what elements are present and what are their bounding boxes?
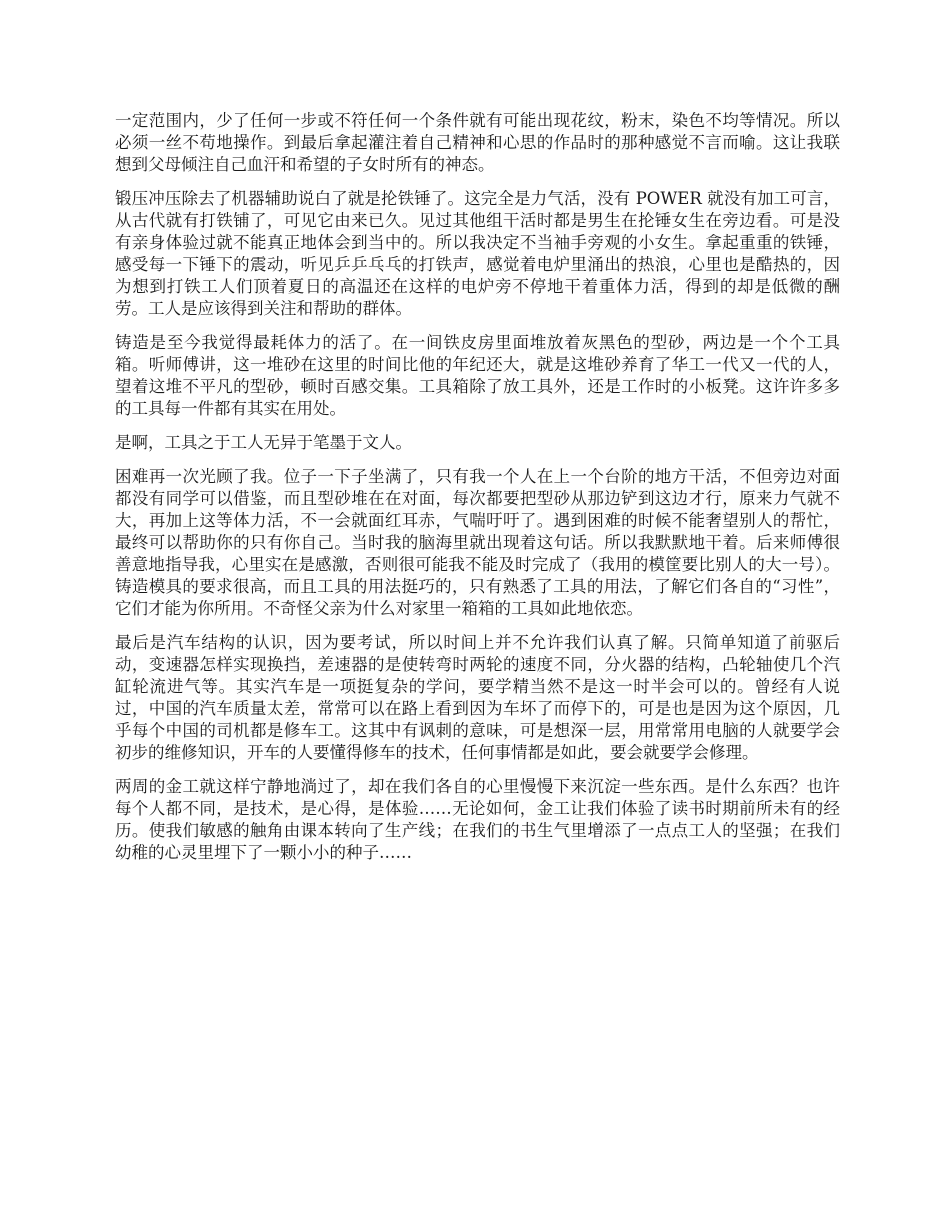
paragraph-forging: 锻压冲压除去了机器辅助说白了就是抡铁锤了。这完全是力气活，没有 POWER 就没有加工可言，从古代就有打铁铺了，可见它由来已久。见过其他组干活时都是男生在抡锤女生在旁边看。可是没有亲身体验过就不能真正地体会到当中的。所以我决定不当袖手旁观的小女生。拿起重重的铁锤，感受每一下锤下的震动，听见乒乒乓乓的打铁声，感觉着电炉里涌出的热浪，心里也是酷热的，因为想到打铁工人们顶着夏日的高温还在这样的电炉旁不停地干着重体力活，得到的却是低微的酬劳。工人是应该得到关注和帮助的群体。: [115, 189, 840, 318]
document-body: [115, 110, 840, 876]
paragraph-car-structure: 最后是汽车结构的认识，因为要考试，所以时间上并不允许我们认真了解。只简单知道了前驱后动，变速器怎样实现换挡，差速器的是使转弯时两轮的速度不同，分火器的结构，凸轮轴使几个汽缸轮流进气等。其实汽车是一项挺复杂的学问，要学精当然不是这一时半会可以的。曾经有人说过，中国的汽车质量太差，常常可以在路上看到因为车坏了而停下的，可是也是因为这个原因，几乎每个中国的司机都是修车工。这其中有讽刺的意味，可是想深一层，用常常用电脑的人就要学会初步的维修知识，开车的人要懂得修车的技术，任何事情都是如此，要会就要学会修理。: [115, 633, 840, 762]
paragraph-dyeing: 一定范围内，少了任何一步或不符任何一个条件就有可能出现花纹，粉末，染色不均等情况。所以必须一丝不苟地操作。到最后拿起灌注着自己精神和心思的作品时的那种感觉不言而喻。这让我联想到父母倾注自己血汗和希望的子女时所有的神态。: [115, 111, 840, 174]
paragraph-casting: 铸造是至今我觉得最耗体力的活了。在一间铁皮房里面堆放着灰黑色的型砂，两边是一个个工具箱。听师傅讲，这一堆砂在这里的时间比他的年纪还大，就是这堆砂养育了华工一代又一代的人，望着这堆不平凡的型砂，顿时百感交集。工具箱除了放工具外，还是工作时的小板凳。这许许多多的工具每一件都有其实在用处。: [115, 333, 840, 418]
paragraph-tools-quote: 是啊，工具之于工人无异于笔墨于文人。: [115, 433, 412, 452]
paragraph-difficulty: 困难再一次光顾了我。位子一下子坐满了，只有我一个人在上一个台阶的地方干活，不但旁边对面都没有同学可以借鉴，而且型砂堆在在对面，每次都要把型砂从那边铲到这边才行，原来力气就不大，再加上这等体力活，不一会就面红耳赤，气喘吁吁了。遇到困难的时候不能奢望别人的帮忙，最终可以帮助你的只有你自己。当时我的脑海里就出现着这句话。所以我默默地干着。后来师傅很善意地指导我，心里实在是感激，否则很可能我不能及时完成了（我用的模筐要比别人的大一号）。铸造模具的要求很高，而且工具的用法挺巧的，只有熟悉了工具的用法，了解它们各自的“习性”，它们才能为你所用。不奇怪父亲为什么对家里一箱箱的工具如此地依恋。: [115, 467, 840, 618]
paragraph-conclusion: 两周的金工就这样宁静地淌过了，却在我们各自的心里慢慢下来沉淀一些东西。是什么东西？也许每个人都不同，是技术，是心得，是体验……无论如何，金工让我们体验了读书时期前所未有的经历。使我们敏感的触角由课本转向了生产线；在我们的书生气里增添了一点点工人的坚强；在我们幼稚的心灵里埋下了一颗小小的种子……: [115, 777, 840, 862]
